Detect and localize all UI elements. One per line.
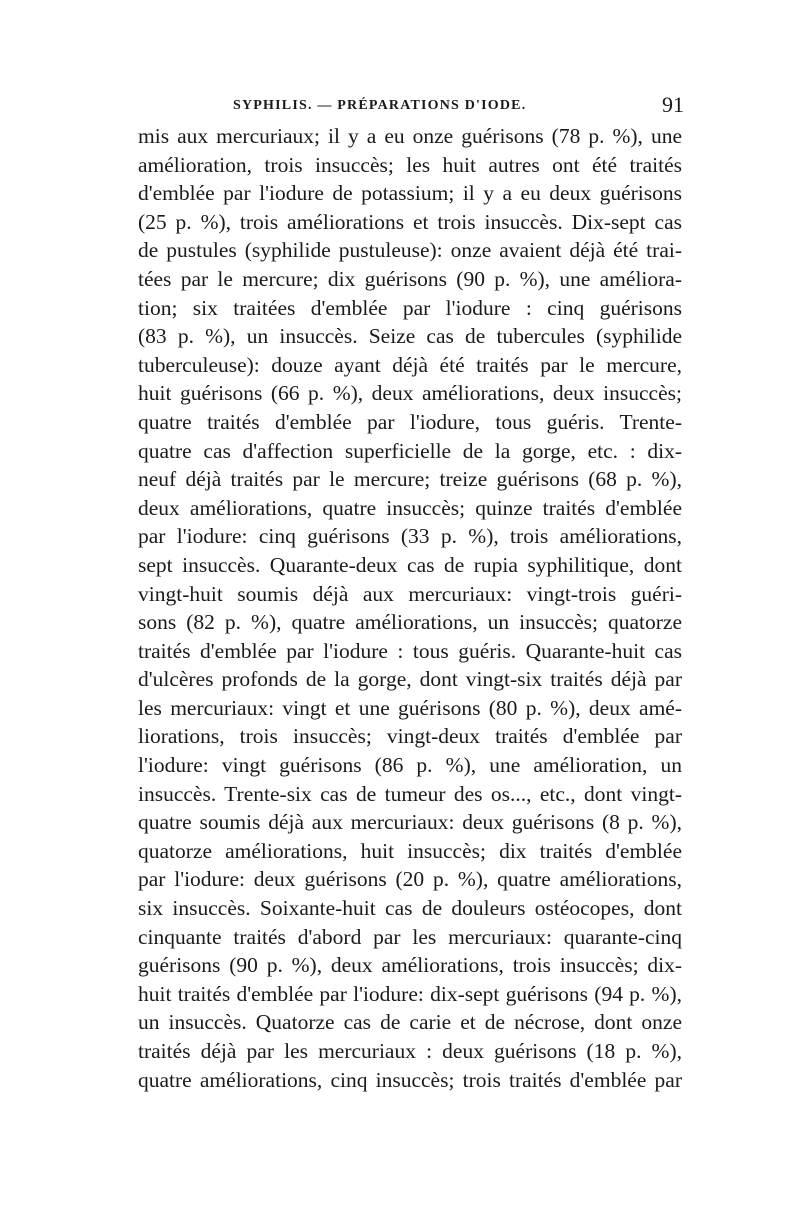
running-head: [138, 92, 682, 122]
text-line: deux améliorations, quatre insuccès; quinze traités d'emblée: [138, 495, 682, 520]
text-line: neuf déjà traités par le mercure; treize guérisons (68 p. %),: [138, 467, 682, 492]
text-line: guérisons (90 p. %), deux améliorations, trois insuccès; dix-: [138, 953, 682, 978]
text-line: (83 p. %), un insuccès. Seize cas de tubercules (syphilide: [138, 324, 682, 349]
text-line: sons (82 p. %), quatre améliorations, un insuccès; quatorze: [138, 610, 682, 635]
text-line: traités d'emblée par l'iodure : tous guéris. Quarante-huit cas: [138, 638, 682, 663]
text-line: d'emblée par l'iodure de potassium; il y a eu deux guérisons: [138, 181, 682, 206]
text-line: par l'iodure: cinq guérisons (33 p. %), trois améliorations,: [138, 524, 682, 549]
text-line: mis aux mercuriaux; il y a eu onze guérisons (78 p. %), une: [138, 124, 682, 148]
running-head-title: SYPHILIS. — PRÉPARATIONS D'IODE.: [233, 98, 527, 113]
text-line: vingt-huit soumis déjà aux mercuriaux: vingt-trois guéri-: [138, 581, 682, 606]
body-text: [138, 122, 682, 1094]
text-line: les mercuriaux: vingt et une guérisons (80 p. %), deux amé-: [138, 695, 682, 720]
page-number: 91: [662, 92, 684, 117]
text-line: amélioration, trois insuccès; les huit autres ont été traités: [138, 152, 682, 177]
text-line: cinquante traités d'abord par les mercuriaux: quarante-cinq: [138, 924, 682, 949]
text-line: sept insuccès. Quarante-deux cas de rupia syphilitique, dont: [138, 552, 682, 577]
book-page: [138, 92, 682, 1094]
text-line: quatre soumis déjà aux mercuriaux: deux guérisons (8 p. %),: [138, 810, 682, 835]
text-line: tuberculeuse): douze ayant déjà été traités par le mercure,: [138, 352, 682, 377]
text-line: six insuccès. Soixante-huit cas de douleurs ostéocopes, dont: [138, 896, 682, 921]
text-line: huit guérisons (66 p. %), deux améliorations, deux insuccès;: [138, 381, 682, 406]
text-line: quatre améliorations, cinq insuccès; trois traités d'emblée par: [138, 1067, 682, 1092]
text-line: l'iodure: vingt guérisons (86 p. %), une amélioration, un: [138, 753, 682, 778]
text-line: liorations, trois insuccès; vingt-deux traités d'emblée par: [138, 724, 682, 749]
text-line: huit traités d'emblée par l'iodure: dix-sept guérisons (94 p. %),: [138, 981, 682, 1006]
text-line: quatre traités d'emblée par l'iodure, tous guéris. Trente-: [138, 409, 682, 434]
text-line: tées par le mercure; dix guérisons (90 p. %), une améliora-: [138, 266, 682, 291]
text-line: quatorze améliorations, huit insuccès; dix traités d'emblée: [138, 838, 682, 863]
text-line: quatre cas d'affection superficielle de la gorge, etc. : dix-: [138, 438, 682, 463]
text-line: un insuccès. Quatorze cas de carie et de nécrose, dont onze: [138, 1010, 682, 1035]
text-line: traités déjà par les mercuriaux : deux guérisons (18 p. %),: [138, 1039, 682, 1063]
text-line: insuccès. Trente-six cas de tumeur des os..., etc., dont vingt-: [138, 781, 682, 806]
text-line: de pustules (syphilide pustuleuse): onze avaient déjà été trai-: [138, 238, 682, 263]
text-line: (25 p. %), trois améliorations et trois insuccès. Dix-sept cas: [138, 209, 682, 234]
text-line: par l'iodure: deux guérisons (20 p. %), quatre améliorations,: [138, 867, 682, 892]
text-line: tion; six traitées d'emblée par l'iodure : cinq guérisons: [138, 295, 682, 320]
text-line: d'ulcères profonds de la gorge, dont vingt-six traités déjà par: [138, 667, 682, 692]
